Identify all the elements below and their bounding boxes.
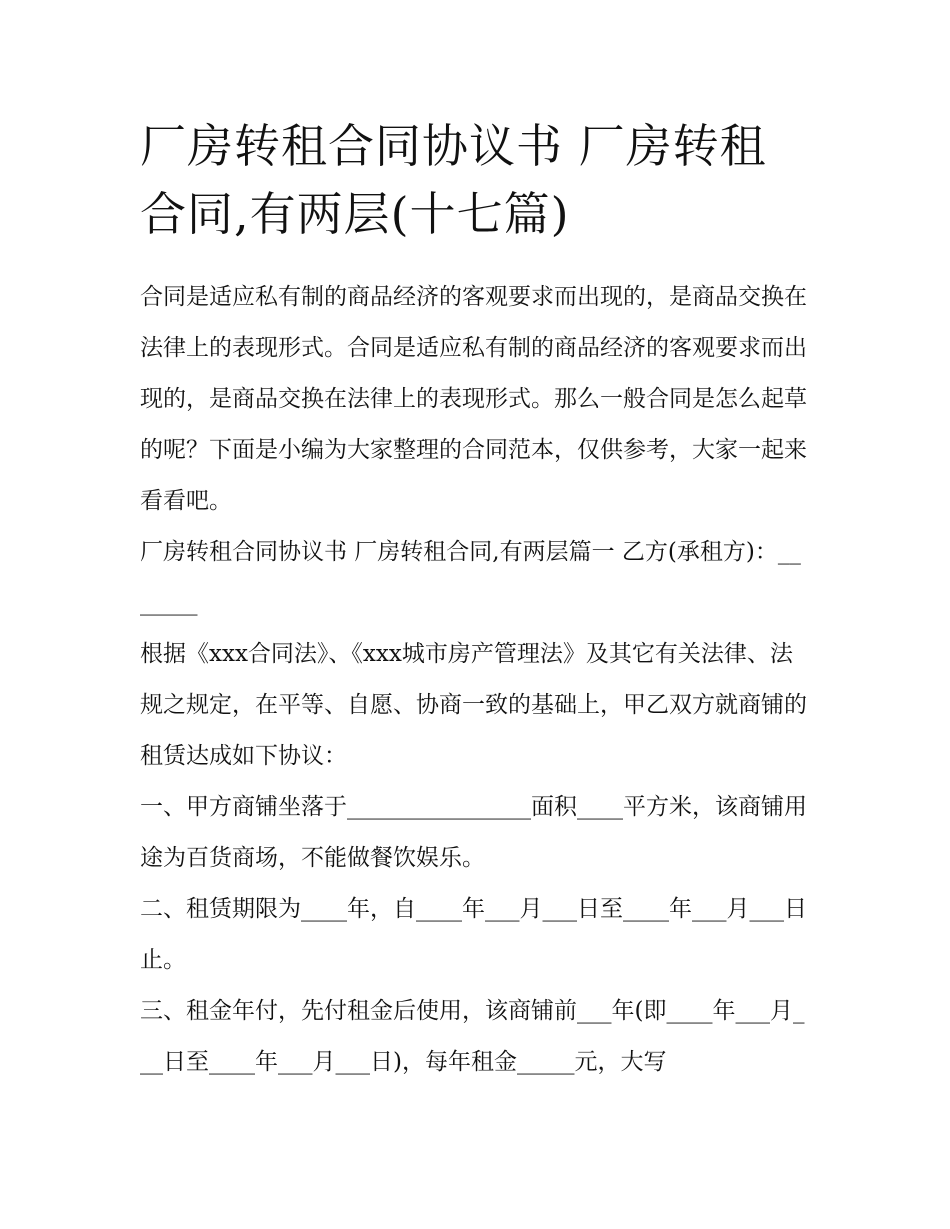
document-body bbox=[140, 112, 812, 1088]
clause-1: 一、甲方商铺坐落于________________面积____平方米，该商铺用途为百货商场，不能做餐饮娱乐。 bbox=[140, 794, 807, 871]
clause-2: 二、租赁期限为____年，自____年___月___日至____年___月___日止。 bbox=[140, 896, 807, 973]
intro-paragraph: 合同是适应私有制的商品经济的客观要求而出现的，是商品交换在法律上的表现形式。合同是适应私有制的商品经济的客观要求而出现的，是商品交换在法律上的表现形式。那么一般合同是怎么起草的呢？下面是小编为大家整理的合同范本，仅供参考，大家一起来看看吧。 bbox=[140, 284, 807, 514]
section-heading: 厂房转租合同协议书 厂房转租合同,有两层篇一 乙方(承租方)：_______ bbox=[140, 539, 801, 616]
legal-basis-paragraph: 根据《xxx合同法》、《xxx城市房产管理法》及其它有关法律、法规之规定，在平等、自愿、协商一致的基础上，甲乙双方就商铺的租赁达成如下协议： bbox=[140, 641, 807, 769]
document-title: 厂房转租合同协议书 厂房转租合同,有两层(十七篇) bbox=[140, 119, 767, 241]
clause-3: 三、租金年付，先付租金后使用，该商铺前___年(即____年___月___日至____年___月___日)，每年租金_____元，大写 bbox=[140, 998, 805, 1075]
